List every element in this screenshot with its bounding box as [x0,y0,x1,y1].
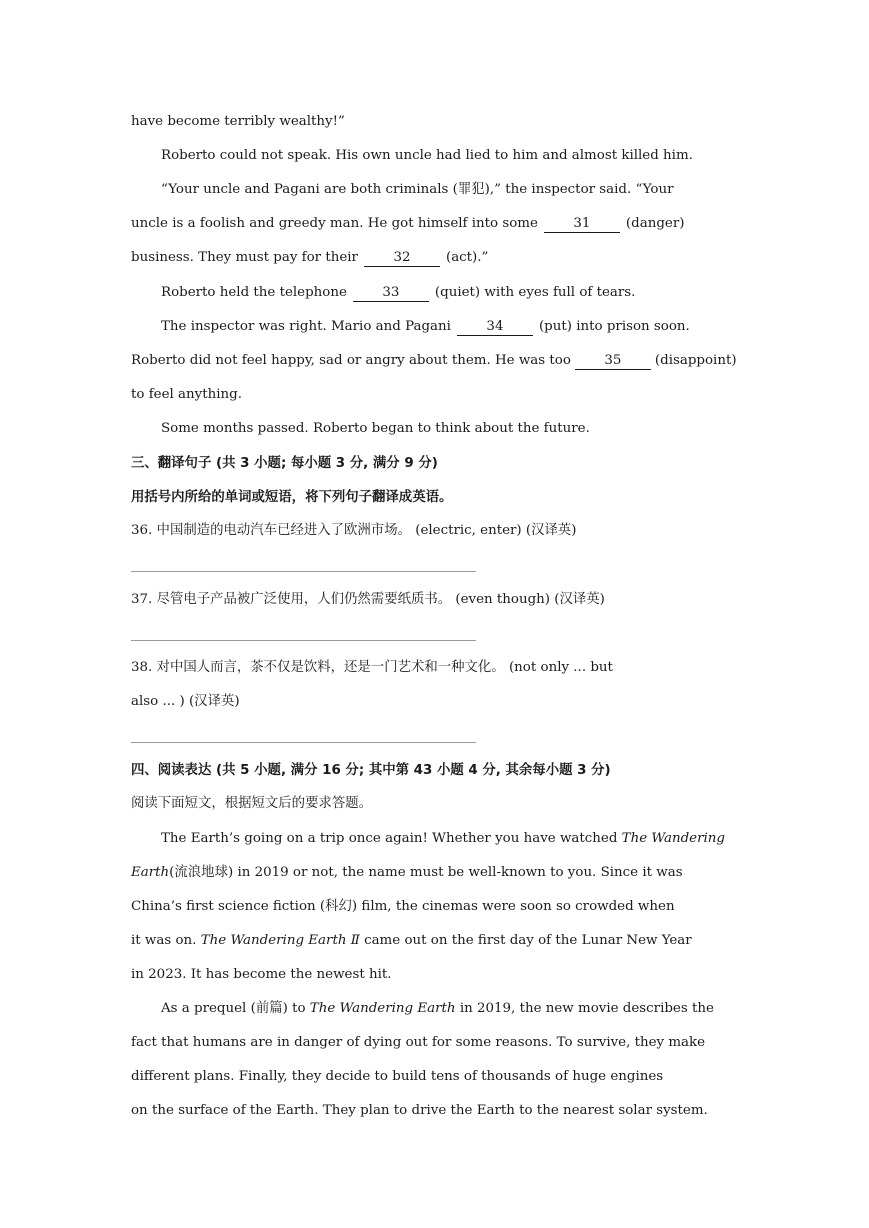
passage-text: it was on. [131,933,197,948]
hint-word: (danger) [625,216,685,231]
passage-line: China’s first science fiction (科幻) film, the cinemas were soon so crowded when [131,899,675,914]
film-title: The Wandering Earth [309,1001,456,1016]
film-title: The Wandering [621,831,725,846]
passage-line [131,351,743,371]
answer-line-38[interactable] [131,742,476,743]
section-heading: 四、阅读表达 (共 5 小题, 满分 16 分; 其中第 43 小题 4 分, 其余每小题 3 分) [131,763,611,778]
blank-31[interactable]: 31 [544,216,620,233]
passage-line: fact that humans are in danger of dying out for some reasons. To survive, they make [131,1035,706,1050]
passage-text: The inspector was right. Mario and Pagani [161,319,451,334]
answer-line-36[interactable] [131,571,476,572]
passage-line [131,214,743,234]
hint-word: (quiet) with eyes full of tears. [434,285,636,300]
question-37: 37. 尽管电子产品被广泛使用，人们仍然需要纸质书。 (even though) (汉译英) [131,592,605,607]
passage-text: in 2019, the new movie describes the [459,1001,714,1016]
passage-line: “Your uncle and Pagani are both criminals (罪犯),” the inspector said. “Your [161,182,674,197]
passage-line [131,863,743,883]
passage-line: in 2023. It has become the newest hit. [131,967,392,982]
passage-line: different plans. Finally, they decide to build tens of thousands of huge engines [131,1069,664,1084]
passage-text: Roberto held the telephone [161,285,347,300]
film-title: The Wandering Earth Ⅱ [200,933,360,948]
passage-line: have become terribly wealthy!” [131,114,345,129]
passage-text: (流浪地球) in 2019 or not, the name must be well-known to you. Since it was [169,865,683,880]
answer-line-37[interactable] [131,640,476,641]
passage-text: came out on the first day of the Lunar New Year [364,933,692,948]
passage-text: uncle is a foolish and greedy man. He got himself into some [131,216,538,231]
passage-line [131,248,743,268]
passage-line [161,317,743,337]
passage-text: As a prequel (前篇) to [161,1001,306,1016]
passage-line [161,999,743,1019]
passage-line [161,829,743,849]
section-instruction: 阅读下面短文，根据短文后的要求答题。 [131,796,373,811]
passage-line: Some months passed. Roberto began to think about the future. [161,421,590,436]
passage-line: on the surface of the Earth. They plan to drive the Earth to the nearest solar system. [131,1103,708,1118]
question-36: 36. 中国制造的电动汽车已经进入了欧洲市场。 (electric, enter) (汉译英) [131,523,577,538]
question-38: 38. 对中国人而言，茶不仅是饮料，还是一门艺术和一种文化。 (not only ... but [131,660,613,675]
section-heading: 三、翻译句子 (共 3 小题; 每小题 3 分, 满分 9 分) [131,456,438,471]
section-instruction: 用括号内所给的单词或短语，将下列句子翻译成英语。 [131,490,453,505]
passage-text: business. They must pay for their [131,250,358,265]
question-38-cont: also ... ) (汉译英) [131,694,240,709]
passage-text: The Earth’s going on a trip once again! Whether you have watched [161,831,618,846]
blank-35[interactable]: 35 [575,353,651,370]
hint-word: (act).” [445,250,489,265]
blank-34[interactable]: 34 [457,319,533,336]
passage-line [131,931,743,951]
passage-text: (put) into prison soon. [538,319,690,334]
passage-line: Roberto could not speak. His own uncle had lied to him and almost killed him. [161,148,693,163]
passage-text: Roberto did not feel happy, sad or angry about them. He was too [131,353,571,368]
film-title: Earth [131,865,170,880]
passage-line [161,283,743,303]
blank-33[interactable]: 33 [353,285,429,302]
blank-32[interactable]: 32 [364,250,440,267]
hint-word: (disappoint) [654,353,737,368]
passage-line: to feel anything. [131,387,242,402]
